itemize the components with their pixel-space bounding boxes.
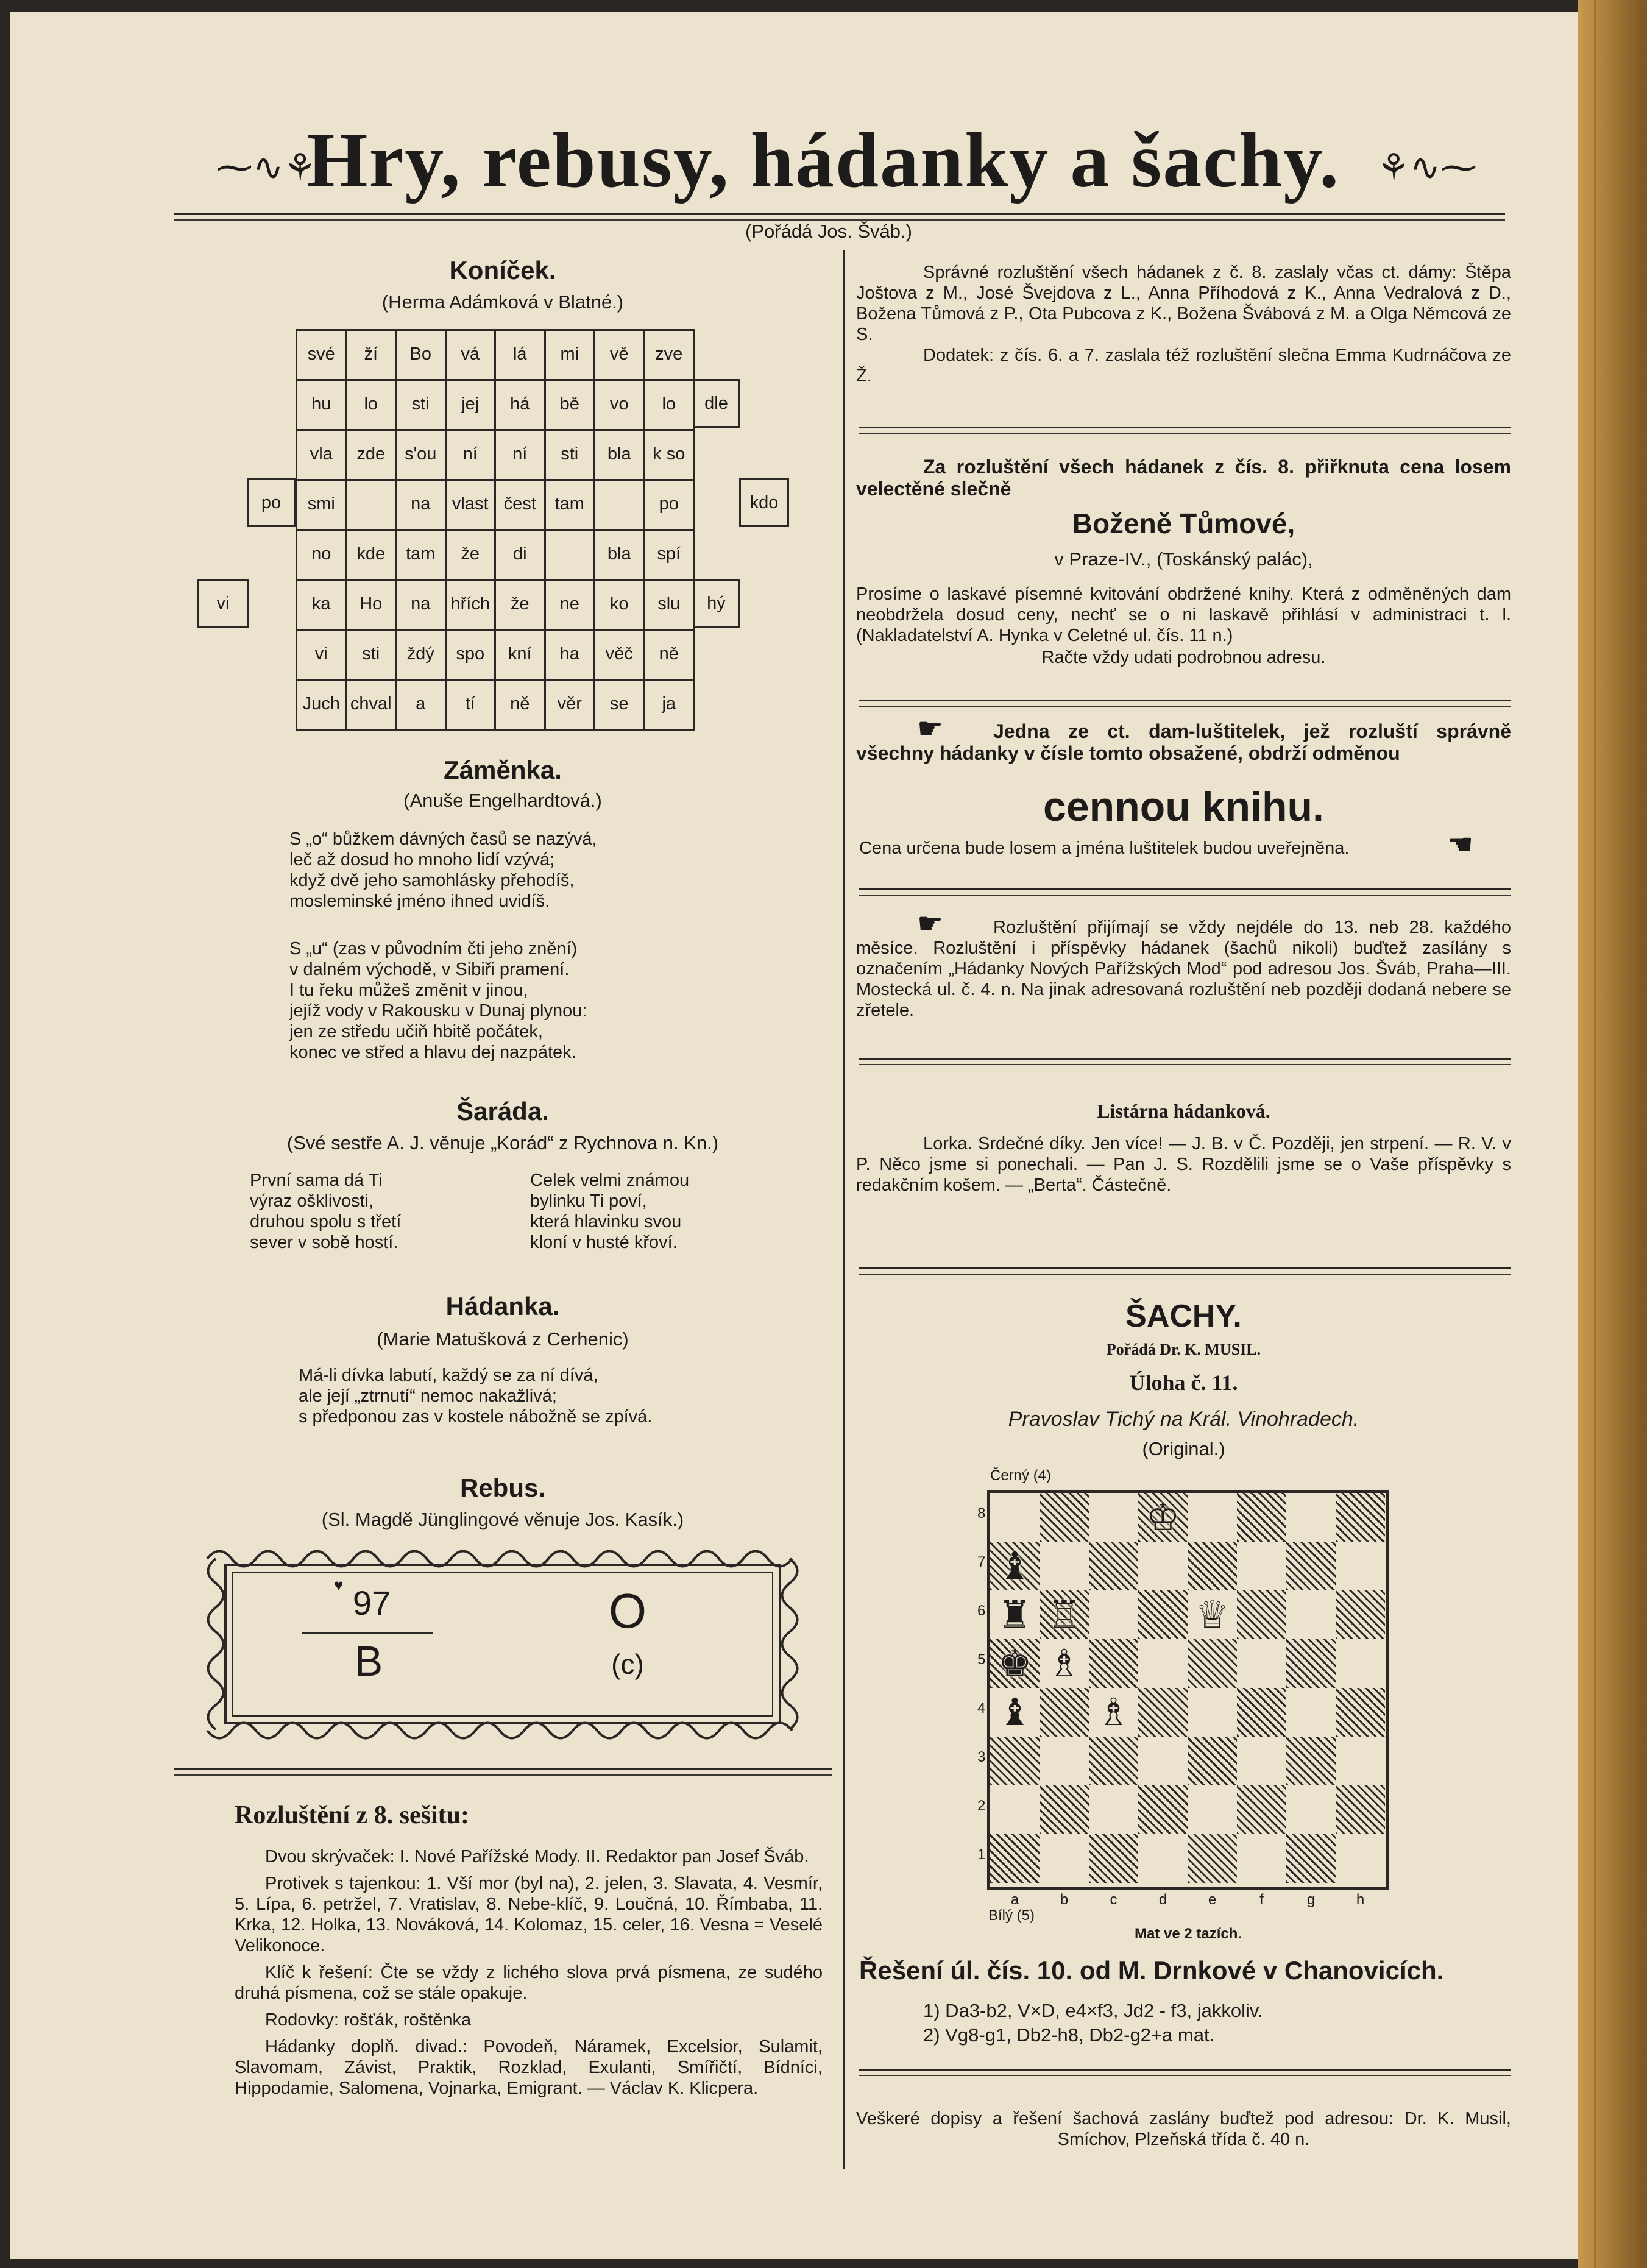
verse-line: výraz ošklivosti, [250,1191,374,1211]
file-label: b [1060,1891,1069,1908]
prize-note-address: Račte vždy udati podrobnou adresu. [1041,648,1326,667]
rebus-fraction-line [302,1632,433,1634]
right-rule-2b [859,706,1511,707]
header-rule-top [174,213,1505,215]
organizer: (Pořádá Jos. Šváb.) [745,221,912,242]
chess-task: Mat ve 2 tazích. [1134,1926,1242,1942]
sarada-title: Šaráda. [456,1097,549,1125]
chess-square [1336,1590,1385,1639]
chess-square [1286,1785,1336,1834]
chess-square [1040,1785,1089,1834]
konicek-cell: bla [593,429,645,481]
chess-square [1138,1639,1188,1688]
konicek-cell: jej [445,379,497,431]
konicek-cell: ždý [395,629,447,681]
konicek-cell: ka [296,579,347,631]
promo-book: cennou knihu. [1043,784,1324,830]
verse-line: která hlavinku svou [530,1212,682,1231]
konicek-side-kdo: kdo [739,478,789,527]
chess-address: Veškeré dopisy a řešení šachová zaslány buďtež pod adresou: Dr. K. Musil, Smíchov, Plzeňská třída č. 40 n. [856,2109,1511,2149]
spine-line [1594,0,1596,2268]
chess-problem-author: Pravoslav Tichý na Král. Vinohradech. [1008,1408,1359,1431]
verse-line: Má-li dívka labutí, každý se za ní dívá, [299,1366,598,1385]
scan-edge-top [0,0,1647,12]
file-label: e [1208,1891,1217,1908]
konicek-cell: své [296,329,347,381]
chess-piece-d8: ♔ [1146,1495,1180,1539]
rank-label: 7 [977,1554,986,1570]
chess-square [1336,1542,1385,1590]
konicek-cell: smi [296,479,347,531]
konicek-cell: slu [643,579,695,631]
chess-square [1188,1688,1237,1737]
solutions-title: Rozluštění z 8. sešitu: [235,1801,469,1829]
konicek-cell: ha [544,629,596,681]
konicek-cell: sti [395,379,447,431]
chess-square [1138,1542,1188,1590]
promo-line: Jedna ze ct. dam-luštitelek, jež rozluští správně všechny hádanky v čísle tomto obsažené, obdrží odměnou [856,720,1511,764]
konicek-cell: vá [445,329,497,381]
chess-square [1138,1785,1188,1834]
right-rule-3b [859,895,1511,896]
verse-line: kloní v husté křoví. [530,1233,678,1252]
left-ornament: ⁓∿⚘ [216,146,317,189]
solutions-text [235,1846,823,2099]
sarada-col1 [250,1170,518,1253]
chess-solution-title: Řešení úl. čís. 10. od M. Drnkové v Chanovicích. [859,1956,1444,1985]
konicek-cell: ně [494,679,546,731]
konicek-cell: ja [643,679,695,731]
chess-square [1237,1834,1286,1883]
konicek-cell: po [643,479,695,531]
rank-label: 4 [977,1700,986,1717]
chess-square [1040,1688,1089,1737]
verse-line: druhou spolu s třetí [250,1212,402,1231]
chess-square [1188,1785,1237,1834]
right-rule-4b [859,1064,1511,1065]
konicek-cell: věč [593,629,645,681]
konicek-cell: na [395,579,447,631]
rebus-dedication: (Sl. Magdě Jünglingové věnuje Jos. Kasík.) [321,1509,684,1530]
chess-square [1336,1493,1385,1542]
konicek-cell: a [395,679,447,731]
zamenka-author: (Anuše Engelhardtová.) [403,790,602,811]
verse-line: Celek velmi známou [530,1171,690,1190]
chess-square [1188,1493,1237,1542]
rank-label: 5 [977,1651,986,1668]
konicek-cell: ní [494,429,546,481]
chess-square [1336,1785,1385,1834]
sarada-dedication: (Své sestře A. J. věnuje „Korád“ z Rychnova n. Kn.) [286,1132,719,1153]
chess-square [1040,1493,1089,1542]
chess-square [1237,1737,1286,1785]
chess-organizer: Pořádá Dr. K. MUSIL. [1106,1341,1261,1358]
chess-board [987,1490,1389,1890]
konicek-cell: k so [643,429,695,481]
verse-line: jejíž vody v Rakousku v Dunaj plynou: [289,1001,587,1021]
chess-piece-b6: ♖ [1047,1592,1082,1637]
black-pieces-label: Černý (4) [990,1467,1052,1484]
chess-original: (Original.) [1142,1438,1225,1459]
prize-note: Prosíme o laskavé písemné kvitování obdržené knihy. Která z odměněných dam neobdržela dosud ceny, nechť se o ni laskavě přihlásí v administraci t. l. (Nakladatelství A. Hynka v Celetné ul. čís. 11 n.) [856,584,1511,645]
chess-square [1188,1542,1237,1590]
konicek-cell: vi [296,629,347,681]
konicek-author: (Herma Adámková v Blatné.) [381,291,624,313]
chess-piece-a7: ♝ [997,1543,1032,1588]
konicek-cell: zve [643,329,695,381]
rebus-letter-o: O [608,1584,647,1638]
chess-solution-lines [923,1999,1508,2047]
right-rule-5b [859,1274,1511,1275]
konicek-cell: hřích [445,579,497,631]
solution-paragraph: Klíč k řešení: Čte se vždy z lichého slova prvá písmena, ze sudého druhá písmena, což se stále opakuje. [235,1963,823,2003]
hadanka-author: (Marie Matušková z Cerhenic) [377,1328,629,1350]
chess-square [1286,1688,1336,1737]
verse-line: konec ve střed a hlavu dej nazpátek. [289,1043,576,1062]
solution-paragraph: Dvou skrývaček: I. Nové Pařížské Mody. II. Redaktor pan Josef Šváb. [265,1847,809,1866]
chess-square [1188,1834,1237,1883]
verse-line: S „o“ bůžkem dávných časů se nazývá, [289,829,597,849]
chess-square [1336,1834,1385,1883]
konicek-cell: hu [296,379,347,431]
right-rule-1 [859,427,1511,428]
chess-square [1040,1737,1089,1785]
konicek-cell: mi [544,329,596,381]
konicek-cell: spí [643,529,695,581]
rank-label: 8 [977,1505,986,1522]
hadanka-verse [299,1365,823,1427]
scan-edge-bottom [0,2259,1647,2268]
right-rule-4 [859,1058,1511,1060]
chess-piece-a4: ♝ [997,1690,1032,1734]
rebus-numerator: 97 [352,1584,391,1622]
chess-square [1089,1785,1138,1834]
page-title: Hry, rebusy, hádanky a šachy. [306,117,1341,204]
konicek-cell: vě [593,329,645,381]
chess-square [990,1785,1040,1834]
solution-paragraph: Hádanky doplň. divad.: Povodeň, Náramek, Excelsior, Sulamit, Slavomam, Závist, Praktik, Rozklad, Exulanti, Smířičtí, Bídníci, Hippodamie, Salomena, Vojnarka, Emigrant. — Václav K. Klicpera. [235,2037,823,2098]
chess-square [1138,1688,1188,1737]
konicek-cell: há [494,379,546,431]
chess-square [1040,1542,1089,1590]
prize-intro: Za rozluštění všech hádanek z čís. 8. přiřknuta cena losem velectěné slečně [856,456,1511,500]
rank-label: 3 [977,1749,986,1765]
file-label: d [1158,1891,1167,1908]
listarna-title: Listárna hádanková. [1097,1100,1270,1122]
konicek-cell: lo [643,379,695,431]
konicek-cell: ne [544,579,596,631]
konicek-side-dle: dle [693,379,740,428]
chess-piece-e6: ♕ [1195,1592,1230,1637]
konicek-cell: di [494,529,546,581]
konicek-side-po: po [247,478,296,527]
konicek-cell: tam [544,479,596,531]
konicek-cell: kní [494,629,546,681]
konicek-cell [593,479,645,531]
konicek-cell: čest [494,479,546,531]
konicek-cell: s'ou [395,429,447,481]
konicek-cell: vlast [445,479,497,531]
zamenka-stanza1 [289,829,813,912]
chess-square [1040,1834,1089,1883]
right-rule-1b [859,433,1511,434]
correct-solvers-text: Správné rozluštění všech hádanek z č. 8. zaslaly včas ct. dámy: Štěpa Joštova z M., José Švejdova z L., Anna Příhodová z K., Anna Vedralová z D., Božena Tůmová z P., Ota Pubcova z K., Božena Švábová z M. a Olga Němcová ze S. [856,263,1511,344]
solution-paragraph: Protivek s tajenkou: 1. Vší mor (byl na), 2. jelen, 3. Slavata, 4. Vesmír, 5. Lípa, 6. petržel, 7. Vratislav, 8. Nebe-klíč, 9. Loučná, 10. Římbaba, 11. Krka, 12. Holka, 13. Nováková, 14. Kolomaz, 15. celer, 16. Vesna = Veselé Velikonoce. [235,1874,823,1955]
chess-square [1237,1493,1286,1542]
rebus-ornamental-frame [201,1540,804,1748]
konicek-cell: bě [544,379,596,431]
konicek-cell: spo [445,629,497,681]
pointing-hand-left-icon: ☚ [1447,827,1474,862]
chess-title: ŠACHY. [1125,1299,1242,1334]
pointing-hand-icon: ☛ [917,712,944,746]
zamenka-stanza2 [289,938,813,1063]
konicek-cell: vla [296,429,347,481]
konicek-side-hy: hý [693,579,740,628]
chess-square [1089,1542,1138,1590]
correct-solvers [856,262,1511,386]
chess-square [1286,1737,1336,1785]
rebus-denominator: B [354,1637,383,1685]
chess-square [1237,1688,1286,1737]
konicek-title: Koníček. [449,256,556,285]
konicek-cell: no [296,529,347,581]
verse-line: s předponou zas v kostele nábožně se zpívá. [299,1407,653,1426]
konicek-cell: tam [395,529,447,581]
konicek-cell: ně [643,629,695,681]
konicek-cell: Juch [296,679,347,731]
heart-icon: ♥ [334,1576,344,1594]
right-ornament: ⚘∿⁓ [1377,146,1478,189]
konicek-cell: že [494,579,546,631]
chess-square [990,1493,1040,1542]
addendum-text: Dodatek: z čís. 6. a 7. zaslala též rozluštění slečna Emma Kudrnáčova ze Ž. [856,346,1511,386]
chess-square [1089,1737,1138,1785]
chess-square [1286,1639,1336,1688]
chess-square [1188,1737,1237,1785]
konicek-cell: sti [544,429,596,481]
hadanka-title: Hádanka. [445,1292,560,1320]
chess-square [1089,1493,1138,1542]
chess-piece-b5: ♗ [1047,1641,1082,1685]
konicek-cell: chval [345,679,397,731]
chess-square [1089,1834,1138,1883]
konicek-side-vi: vi [197,579,249,628]
submission-rules: Rozluštění přijímají se vždy nejdéle do 13. neb 28. každého měsíce. Rozluštění i příspěvky hádanek (šachů nikoli) buďtež zasílány s označením „Hádanky Nových Pařížských Mod“ pod adresou Jos. Šváb, Praha—III. Mostecká ul. č. 4. n. Na jinak adresovaná rozluštění neb později dodaná nebere se zřetele. [856,918,1511,1020]
file-label: c [1110,1891,1117,1908]
solution-line: 1) Da3-b2, V×D, e4×f3, Jd2 - f3, jakkoliv. [923,2000,1263,2021]
pointing-hand-icon-2: ☛ [917,907,944,941]
konicek-cell [544,529,596,581]
chess-square [1286,1590,1336,1639]
konicek-cell: lo [345,379,397,431]
chess-square [1089,1590,1138,1639]
konicek-cell: že [445,529,497,581]
konicek-cell [345,479,397,531]
chess-square [1286,1542,1336,1590]
verse-line: jen ze středu učiň hbitě počátek, [289,1022,543,1041]
chess-problem-number: Úloha č. 11. [1129,1370,1238,1395]
rebus-letter-c: (c) [611,1648,644,1680]
chess-square [1138,1590,1188,1639]
rank-label: 6 [977,1603,986,1619]
verse-line: S „u“ (zas v původním čti jeho znění) [289,939,578,959]
verse-line: První sama dá Ti [250,1171,383,1190]
chess-piece-a5: ♚ [997,1641,1032,1685]
verse-line: I tu řeku můžeš změnit v jinou, [289,980,528,1000]
sarada-col2 [530,1170,798,1253]
chess-square [1237,1542,1286,1590]
konicek-cell: věr [544,679,596,731]
konicek-cell: Bo [395,329,447,381]
rebus-title: Rebus. [459,1473,546,1502]
file-label: a [1010,1891,1019,1908]
chess-square [1237,1639,1286,1688]
verse-line: bylinku Ti poví, [530,1191,647,1211]
chess-square [1336,1639,1385,1688]
chess-square [1286,1493,1336,1542]
konicek-cell: bla [593,529,645,581]
konicek-cell: sti [345,629,397,681]
right-rule-6 [859,2069,1511,2071]
chess-piece-c4: ♗ [1096,1690,1131,1734]
chess-square [1138,1737,1188,1785]
chess-square [1138,1834,1188,1883]
verse-line: když dvě jeho samohlásky přehodíš, [289,871,575,890]
promo-small: Cena určena bude losem a jména luštitelek budou uveřejněna. [859,838,1350,858]
chess-square [1286,1834,1336,1883]
white-pieces-label: Bílý (5) [988,1907,1035,1924]
chess-square [1188,1639,1237,1688]
right-rule-2 [859,700,1511,701]
konicek-cell: ní [445,429,497,481]
chess-square [1237,1785,1286,1834]
konicek-cell: vo [593,379,645,431]
right-rule-5 [859,1267,1511,1269]
solutions-rule-2 [174,1774,832,1776]
chess-square [1089,1639,1138,1688]
rank-label: 2 [977,1798,986,1814]
konicek-cell: kde [345,529,397,581]
solution-paragraph: Rodovky: rošťák, roštěnka [265,2010,472,2030]
chess-piece-a6: ♜ [997,1592,1032,1637]
chess-square [990,1737,1040,1785]
verse-line: mosleminské jméno ihned uvidíš. [289,891,550,911]
solution-line: 2) Vg8-g1, Db2-h8, Db2-g2+a mat. [923,2024,1215,2046]
konicek-cell: lá [494,329,546,381]
listarna-text: Lorka. Srdečné díky. Jen více! — J. B. v Č. Později, jen strpení. — R. V. v P. Něco jsme si ponechali. — Pan J. S. Rozdělili jsme se o Vaše příspěvky s redakčním košem. — „Berta“. Částečně. [856,1134,1511,1195]
prize-winner-address: v Praze-IV., (Toskánský palác), [1054,548,1313,570]
file-label: f [1259,1891,1264,1908]
konicek-cell: na [395,479,447,531]
verse-line: leč až dosud ho mnoho lidí vzývá; [289,850,555,870]
verse-line: sever v sobě hostí. [250,1233,398,1252]
zamenka-title: Záměnka. [444,756,562,784]
konicek-cell: ko [593,579,645,631]
file-label: h [1356,1891,1365,1908]
konicek-cell: zde [345,429,397,481]
chess-square [1336,1737,1385,1785]
chess-square [1336,1688,1385,1737]
right-rule-3 [859,888,1511,890]
konicek-cell: ží [345,329,397,381]
konicek-cell: Ho [345,579,397,631]
column-divider [843,250,845,2169]
file-label: g [1306,1891,1316,1908]
verse-line: ale její „ztrnutí“ nemoc nakažlivá; [299,1386,557,1406]
prize-winner: Boženě Tůmové, [1072,508,1295,539]
chess-square [990,1834,1040,1883]
solutions-rule [174,1768,832,1770]
book-spine [1578,0,1647,2268]
verse-line: v dalném východě, v Sibiři pramení. [289,960,570,979]
right-rule-6b [859,2075,1511,2076]
chess-square [1237,1590,1286,1639]
rank-label: 1 [977,1846,986,1863]
scan-edge-left [0,0,10,2268]
konicek-cell: tí [445,679,497,731]
konicek-cell: se [593,679,645,731]
